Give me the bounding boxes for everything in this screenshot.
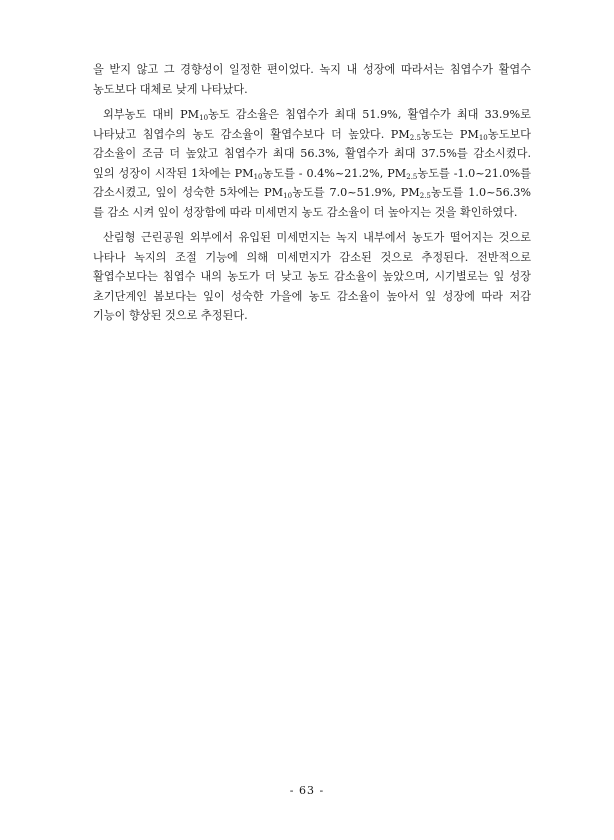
subscript: 2.5 — [406, 172, 418, 181]
text-run: 농도보다 감소율이 조금 더 높았고 침엽수가 최대 56.3%, 활엽수가 최대 37.5%를 감소시켰다. 잎의 성장이 시작된 1차에는 PM — [93, 127, 531, 180]
body-text — [93, 60, 531, 332]
text-run: 을 받지 않고 그 경향성이 일정한 편이었다. 녹지 내 성장에 따라서는 침엽수가 활엽수 농도보다 대체로 낮게 나타났다. — [93, 63, 531, 96]
text-run: 농도 감소율은 침엽수가 최대 51.9%, 활엽수가 최대 33.9%로 나타났고 침엽수의 농도 감소율이 활엽수보다 더 높았다. PM — [93, 108, 531, 141]
subscript: 2.5 — [419, 192, 431, 200]
subscript: 10 — [283, 192, 293, 200]
text-run: 농도를 - 0.4%~21.2%, PM — [262, 166, 407, 180]
text-run: 산림형 근린공원 외부에서 유입된 미세먼지는 녹지 내부에서 농도가 떨어지는 것으로 나타나 녹지의 조절 기능에 의해 미세먼지가 감소된 것으로 추정된다. 전반적으로 활엽수보다는 침엽수 내의 농도가 더 낮고 농도 감소율이 높았으며, 시기별로는 잎 성장 초기단계인 봄보다는 잎이 성숙한 가을에 농도 감소율이 높아서 잎 성장에 따라 저감 기능이 향상된 것으로 추정된다. — [93, 231, 531, 322]
page-number: - 63 - — [289, 784, 325, 797]
subscript: 10 — [253, 172, 263, 181]
text-run: 농도를 1.0~56.3%를 감소 시켜 잎이 성장함에 따라 미세먼지 농도 감소율이 더 높아지는 것을 확인하였다. — [93, 186, 532, 219]
text-run: 농도를 7.0~51.9%, PM — [292, 186, 420, 199]
subscript: 2.5 — [409, 133, 421, 142]
text-run: 농도를 -1.0~21.0%를 감소시켰고, 잎이 성숙한 5차에는 PM — [93, 166, 531, 199]
text-run: 농도는 PM — [420, 127, 479, 141]
paragraph-1 — [93, 60, 531, 99]
subscript: 10 — [199, 114, 209, 122]
paragraph-3 — [93, 228, 531, 326]
text-run: 외부농도 대비 PM — [103, 108, 200, 121]
paragraph-2 — [93, 105, 531, 222]
subscript: 10 — [478, 133, 488, 142]
